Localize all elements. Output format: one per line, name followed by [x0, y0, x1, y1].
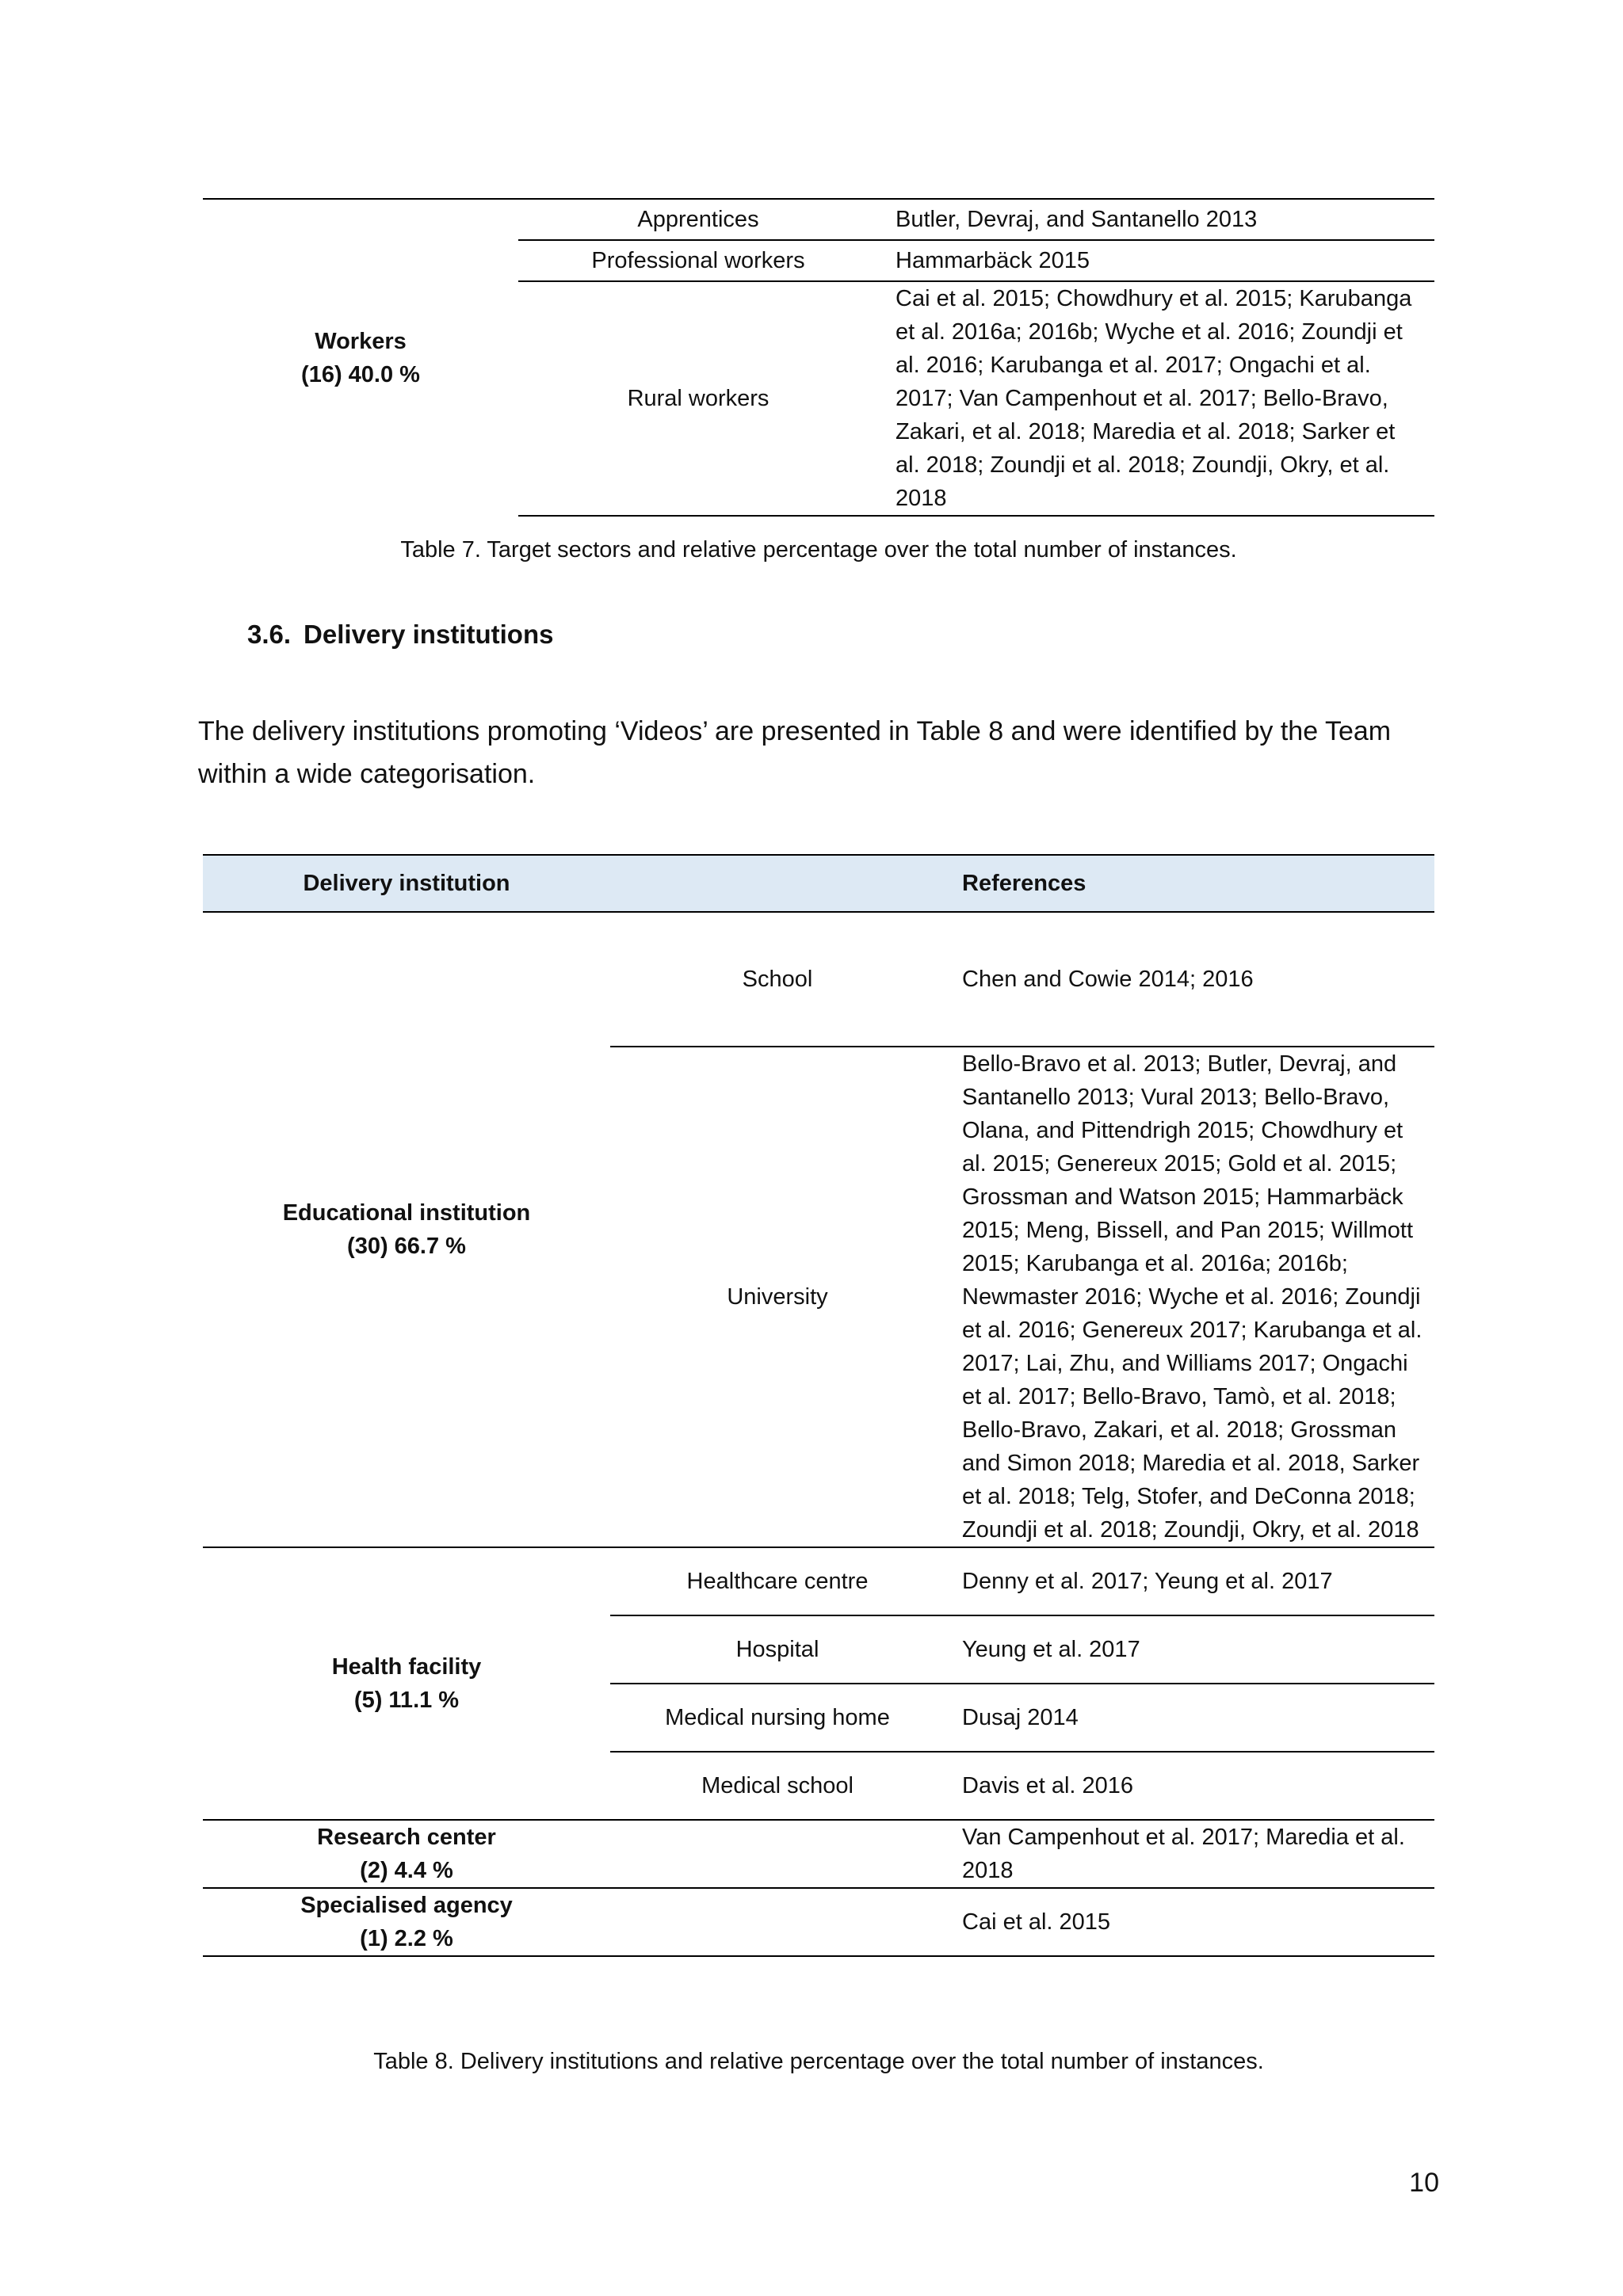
section-heading	[247, 620, 553, 650]
body-paragraph: The delivery institutions promoting ‘Videos’ are presented in Table 8 and were identified by the Team within a wide categorisation.	[198, 716, 1392, 789]
subcategory-cell	[610, 1888, 945, 1956]
subcategory-cell: Medical school	[610, 1752, 945, 1820]
page-number: 10	[1409, 2168, 1439, 2198]
group-name: Workers	[315, 328, 407, 354]
references-cell: Yeung et al. 2017	[945, 1615, 1434, 1684]
group-stat: (1) 2.2 %	[360, 1926, 453, 1951]
table-row	[203, 1888, 1434, 1956]
table-8-caption: Table 8. Delivery institutions and relative percentage over the total number of instances.	[373, 2049, 1264, 2074]
references-cell: Van Campenhout et al. 2017; Maredia et al. 2018	[945, 1820, 1434, 1888]
references-cell: Davis et al. 2016	[945, 1752, 1434, 1820]
sector-cell: Apprentices	[518, 199, 878, 240]
sector-cell: Rural workers	[518, 281, 878, 516]
table-7-caption: Table 7. Target sectors and relative percentage over the total number of instances.	[400, 537, 1237, 563]
group-stat: (2) 4.4 %	[360, 1858, 453, 1883]
table-row	[203, 912, 1434, 1047]
section-number: 3.6.	[247, 620, 292, 649]
column-header-delivery-institution: Delivery institution	[203, 855, 610, 912]
column-header-blank	[610, 855, 945, 912]
subcategory-cell: School	[610, 912, 945, 1047]
group-name: Educational institution	[282, 1200, 531, 1226]
group-cell-research-center	[203, 1820, 610, 1888]
group-name: Health facility	[331, 1654, 482, 1680]
references-cell: Hammarbäck 2015	[878, 240, 1434, 281]
subcategory-cell: Medical nursing home	[610, 1684, 945, 1752]
group-cell-workers	[203, 199, 518, 516]
table-7-target-sectors	[203, 198, 1434, 517]
group-cell-health-facility	[203, 1547, 610, 1820]
subcategory-cell: Healthcare centre	[610, 1547, 945, 1615]
subcategory-cell: University	[610, 1047, 945, 1547]
group-name: Research center	[317, 1825, 496, 1850]
table-header-row	[203, 855, 1434, 912]
subcategory-cell	[610, 1820, 945, 1888]
group-stat: (30) 66.7 %	[347, 1234, 466, 1259]
section-title: Delivery institutions	[304, 620, 554, 649]
table-row	[203, 199, 1434, 240]
group-cell-educational-institution	[203, 912, 610, 1547]
sector-cell: Professional workers	[518, 240, 878, 281]
subcategory-cell: Hospital	[610, 1615, 945, 1684]
group-stat: (5) 11.1 %	[353, 1688, 460, 1713]
references-cell: Bello-Bravo et al. 2013; Butler, Devraj, and Santanello 2013; Vural 2013; Bello-Bravo, Olana, and Pittendrigh 2015; Chowdhury et al. 2015; Genereux 2015; Gold et al. 2015; Grossman and Watson 2015; Hammarbäck 2015; Meng, Bissell, and Pan 2015; Willmott 2015; Karubanga et al. 2016a; 2016b; Newmaster 2016; Wyche et al. 2016; Zoundji et al. 2016; Genereux 2017; Karubanga et al. 2017; Lai, Zhu, and Williams 2017; Ongachi et al. 2017; Bello-Bravo, Tamò, et al. 2018; Bello-Bravo, Zakari, et al. 2018; Grossman and Simon 2018; Maredia et al. 2018, Sarker et al. 2018; Telg, Stofer, and DeConna 2018; Zoundji et al. 2018; Zoundji, Okry, et al. 2018	[945, 1047, 1434, 1547]
table-row	[203, 1547, 1434, 1615]
references-cell: Butler, Devraj, and Santanello 2013	[878, 199, 1434, 240]
group-stat: (16) 40.0 %	[301, 361, 420, 387]
group-cell-specialised-agency	[203, 1888, 610, 1956]
table-row	[203, 1820, 1434, 1888]
references-cell: Cai et al. 2015	[945, 1888, 1434, 1956]
references-cell: Cai et al. 2015; Chowdhury et al. 2015; Karubanga et al. 2016a; 2016b; Wyche et al. 2016; Zoundji et al. 2016; Karubanga et al. 2017; Ongachi et al. 2017; Van Campenhout et al. 2017; Bello-Bravo, Zakari, et al. 2018; Maredia et al. 2018; Sarker et al. 2018; Zoundji et al. 2018; Zoundji, Okry, et al. 2018	[878, 281, 1434, 516]
references-cell: Dusaj 2014	[945, 1684, 1434, 1752]
table-8-delivery-institutions	[203, 854, 1434, 1957]
references-cell: Chen and Cowie 2014; 2016	[945, 912, 1434, 1047]
column-header-references: References	[945, 855, 1434, 912]
group-name: Specialised agency	[300, 1893, 513, 1918]
references-cell: Denny et al. 2017; Yeung et al. 2017	[945, 1547, 1434, 1615]
